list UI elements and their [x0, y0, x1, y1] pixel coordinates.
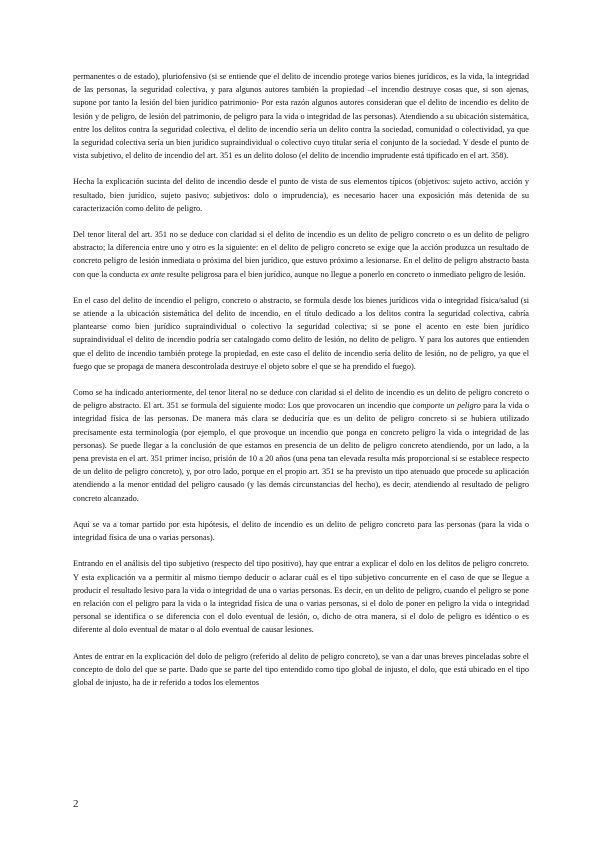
paragraph-text: Entrando en el análisis del tipo subjetivo (respecto del tipo positivo), hay que entrar a explicar el dolo en los delitos de peligro concreto. Y esta explicación va a permitir al mismo tiempo deducir o aclarar cuál es el tipo subjetivo concurrente en el caso de que se llegue a producir el resultado lesivo para la vida o integridad de una o varias personas. Es decir, en un delito de peligro, cuando el peligro se pone en relación con el peligro para la vida o la integridad física de una o varias personas, si el dolo de poner en peligro la vida o integridad personal se identifica o se diferencia con el dolo eventual de lesión, o, dicho de otra manera, si el dolo de peligro es idéntico o es diferente al dolo eventual de matar o al dolo eventual de causar lesiones.	[73, 559, 529, 635]
body-paragraph	[73, 386, 529, 505]
italic-text: comporte un peligro	[412, 401, 481, 411]
body-paragraph	[73, 650, 529, 690]
paragraph-text: Hecha la explicación sucinta del delito de incendio desde el punto de vista de sus elementos típicos (objetivos: sujeto activo, acción y resultado, bien jurídico, sujeto pasivo; subjetivos: dolo o imprudencia), es necesario hacer una exposición más detenida de su caracterización como delito de peligro.	[73, 177, 529, 213]
paragraph-text: Antes de entrar en la explicación del dolo de peligro (referido al delito de peligro concreto), se van a dar unas breves pinceladas sobre el concepto de dolo del que se parte. Dado que se parte del tipo entendido como tipo global de injusto, el dolo, que está ubicado en el tipo global de injusto, ha de ir referido a todos los elementos	[73, 651, 529, 687]
italic-text: ex ante	[141, 269, 165, 279]
paragraph-text: En el caso del delito de incendio el peligro, concreto o abstracto, se formula desde los bienes jurídicos vida o integridad física/salud (si se atiende a la ubicación sistemática del delito de incendio, en el título dedicado a los delitos contra la seguridad colectiva, cabría plantearse como bien jurídico supraindividual o colectivo la seguridad colectiva; si se pone el acento en este bien jurídico supraindividual el delito de incendio podría ser catalogado como delito de lesión, no delito de peligro. Y para los autores que entienden que el delito de incendio también protege la propiedad, en este caso el delito de incendio sería delito de lesión, no de peligro, ya que el fuego que se propaga de manera descontrolada destruye el objeto sobre el que se ha prendido el fuego).	[73, 295, 529, 371]
body-paragraph	[73, 294, 529, 373]
paragraph-text: Aquí se va a tomar partido por esta hipótesis, el delito de incendio es un delito de peligro concreto para las personas (para la vida o integridad física de una o varias personas).	[73, 519, 529, 543]
paragraph-text: resulte peligrosa para el bien jurídico, aunque no llegue a ponerlo en concreto o inmediato peligro de lesión.	[164, 269, 526, 279]
page-number: 2	[73, 798, 79, 810]
body-paragraph	[73, 175, 529, 215]
paragraph-text: permanentes o de estado), pluriofensivo (si se entiende que el delito de incendio protege varios bienes jurídicos, es la vida, la integridad de las personas, la seguridad colectiva, y para algunos autores también la propiedad –el incendio destruye cosas que, si son ajenas, supone por tanto la lesión del bien jurídico patrimonio- Por esta razón algunos autores consideran que el delito de incendio es delito de lesión y de peligro, de lesión del patrimonio, de peligro para la vida o integridad de las personas). Atendiendo a su ubicación sistemática, entre los delitos contra la seguridad colectiva, el delito de incendio sería un delito contra la sociedad, comunidad o colectividad, ya que la seguridad colectiva sería un bien jurídico supraindividual o colectivo cuyo titular sería el conjunto de la sociedad. Y desde el punto de vista subjetivo, el delito de incendio del art. 351 es un delito doloso (el delito de incendio imprudente está tipificado en el art. 358).	[73, 72, 529, 161]
paragraph-text: para la vida o integridad física de las personas. De manera más clara se deduciría que es un delito de peligro concreto si se hubiera utilizado precisamente esta terminología (por ejemplo, el que provoque un incendio que ponga en concreto peligro la vida o integridad de las personas). Se puede llegar a la conclusión de que estamos en presencia de un delito de peligro concreto atendiendo, por un lado, a la pena prevista en el art. 351 primer inciso, prisión de 10 a 20 años (una pena tan elevada resulta más proporcional si se establece respecto de un delito de peligro concreto), y, por otro lado, porque en el propio art. 351 se ha previsto un tipo atenuado que procede su aplicación atendiendo a la menor entidad del peligro causado (y las demás circunstancias del hecho), es decir, atendiendo al resultado de peligro concreto alcanzado.	[73, 401, 529, 503]
paragraph-text: Como se ha indicado anteriormente, del tenor literal no se deduce con claridad si el delito de incendio es un delito de peligro concreto o de peligro abstracto. El art. 351 se formula del siguiente modo: Los que provocaren un incendio que	[73, 388, 529, 411]
body-paragraph	[73, 228, 529, 281]
body-paragraph	[73, 70, 529, 162]
document-body	[73, 70, 529, 702]
body-paragraph	[73, 518, 529, 544]
paragraph-text: Del tenor literal del art. 351 no se deduce con claridad si el delito de incendio es un delito de peligro concreto o es un delito de peligro abstracto; la diferencia entre uno y otro es la siguiente: en el delito de peligro concreto se exige que la acción produzca un resultado de concreto peligro de lesión inmediata o próxima del bien jurídico, que estuvo próximo a lesionarse. En el delito de peligro abstracto basta con que la conducta	[73, 230, 529, 279]
body-paragraph	[73, 557, 529, 636]
